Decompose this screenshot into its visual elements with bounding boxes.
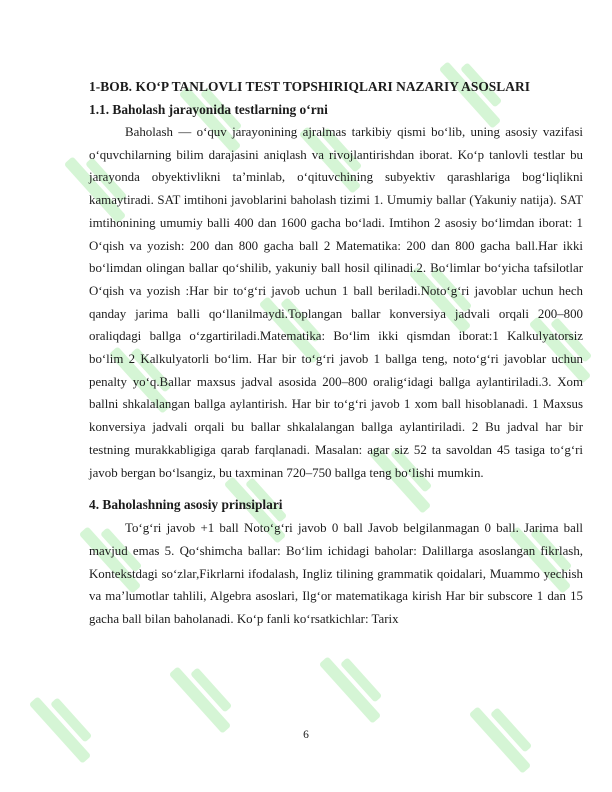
document-body: [89, 78, 583, 631]
section-title: 4. Baholashning asosiy prinsiplari: [89, 497, 283, 513]
section-title: 1.1. Baholash jarayonida testlarning o‘rni: [89, 102, 328, 117]
page-number: 6: [303, 729, 309, 741]
watermark-mark: [29, 687, 102, 764]
watermark-mark: [169, 657, 242, 734]
body-paragraph: Baholash — o‘quv jarayonining ajralmas tarkibiy qismi bo‘lib, uning asosiy vazifasi o‘quvchilarning bilim darajasini aniqlash va rivojlantirishdan iborat. Ko‘p tanlovli testlar bu jarayonda obyektivlikni ta’minlab, o‘qituvchining subyektiv qarashlariga bog‘liqlikni kamaytiradi. SAT imtihoni javoblarini baholash tizimi 1. Umumiy ballar (Yakuniy natija). SAT imtihonining umumiy balli 400 dan 1600 gacha bo‘ladi. Imtihon 2 asosiy bo‘limdan iborat: 1 O‘qish va yozish: 200 dan 800 gacha ball 2 Matematika: 200 dan 800 gacha ball.Har ikki bo‘limdan olingan ballar qo‘shilib, yakuniy ball hosil qilinadi.2. Bo‘limlar bo‘yicha tafsilotlar O‘qish va yozish :Har bir to‘g‘ri javob uchun 1 ball beriladi.Noto‘g‘ri javoblar uchun hech qanday jarima balli qo‘llanilmaydi.Toplangan ballar konversiya jadvali orqali 200–800 oraliqdagi ballga o‘zgartiriladi.Matematika: Bo‘lim ikki qismdan iborat:1 Kalkulyatorsiz bo‘lim 2 Kalkulyatorli bo‘lim. Har bir to‘g‘ri javob 1 ballga teng, noto‘g‘ri javoblar uchun penalty yo‘q.Ballar maxsus jadval asosida 200–800 oralig‘idagi ballga aylantiriladi.3. Xom ballni shkalalangan ballga aylantirish. Har bir to‘g‘ri javob 1 xom ball hisoblanadi. 1 Maxsus konversiya jadvali orqali bu ballar shkalalangan ballga aylantiriladi. 2 Bu jadval har bir testning murakkabligiga qarab farqlanadi. Masalan: agar siz 52 ta savoldan 45 tasiga to‘g‘ri javob bergan bo‘lsangiz, bu taxminan 720–750 ballga teng bo‘lishi mumkin.: [89, 125, 583, 480]
body-paragraph: To‘g‘ri javob +1 ball Noto‘g‘ri javob 0 ball Javob belgilanmagan 0 ball. Jarima ball mavjud emas 5. Qo‘shimcha ballar: Bo‘lim ichidagi baholar: Dalillarga asoslangan fikrlash, Kontekstdagi so‘zlar,Fikrlarni ifodalash, Ingliz tilining grammatik qoidalari, Muammo yechish va ma’lumotlar tahlili, Algebra asoslari, Ilg‘or matematikaga kirish Har bir subscore 1 dan 15 gacha ball bilan baholanadi. Ko‘p fanli ko‘rsatkichlar: Tarix: [89, 521, 583, 627]
chapter-title: 1-BOB. KO‘P TANLOVLI TEST TOPSHIRIQLARI NAZARIY ASOSLARI: [89, 79, 530, 94]
watermark-mark: [319, 647, 392, 724]
